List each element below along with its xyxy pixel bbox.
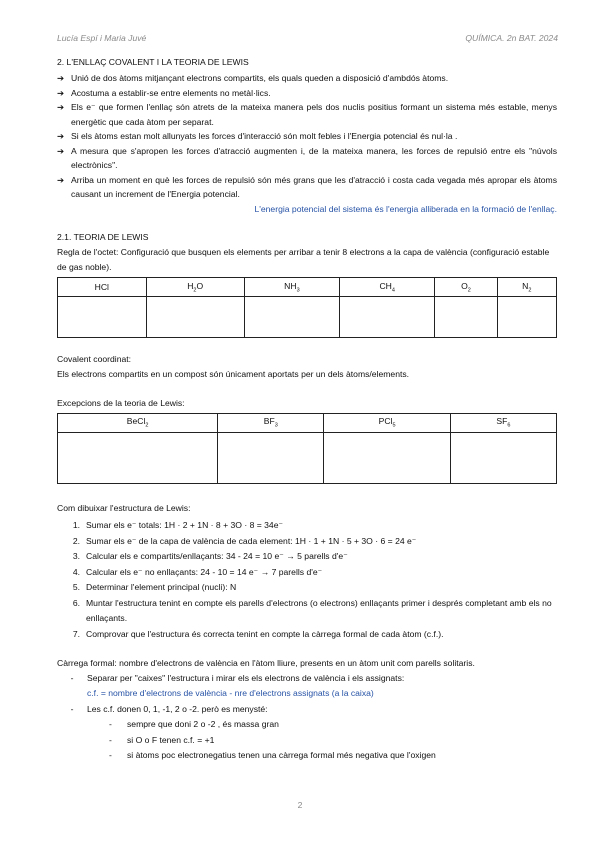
bullet-item: ➔ A mesura que s'apropen les forces d'atracció augmenten i, de la mateixa manera, les forces de repulsió entre els "núvols electrònics". [57,144,557,173]
document-body [57,56,557,764]
formula-line: c.f. = nombre d'electrons de valència - nre d'electrons assignats (a la caixa) [87,688,374,698]
bullet-item: ➔ Si els àtoms estan molt allunyats les forces d'interacció són molt febles i l'Energia potencial és nul·la . [57,129,557,144]
exceptions-table [57,413,557,484]
table-header-cell: $CH_4$ [340,278,435,297]
dash-item: - Les c.f. donen 0, 1, -1, 2 o -2. però es menysté: [70,703,268,714]
section-2-bullets [57,71,557,202]
table-header-cell: $SF_6$ [450,413,556,432]
step-item: 1. Sumar els e⁻ totals: 1H · 2 + 1N · 8 + 3O · 8 = 34e⁻ [72,520,284,530]
table-header-cell: $H_2O$ [146,278,244,297]
section-21-title: 2.1. TEORIA DE LEWIS [57,232,149,242]
table-cell [497,297,556,338]
step-item: 3. Calcular els e compartits/enllaçants: 34 - 24 = 10 e⁻ → 5 parells d'e⁻ [72,551,348,561]
table-cell [58,432,218,483]
bullet-item: ➔ Arriba un moment en què les forces de repulsió són més grans que les d'atracció i costa cada vegada més apropar els àtoms causant un increment de l'Energia potencial. [57,173,557,202]
energy-note: L'energia potencial del sistema és l'energia alliberada en la formació de l'enllaç. [254,203,557,214]
arrow-icon: ➔ [57,73,65,83]
bullet-item: ➔ Acostuma a establir-se entre elements no metàl·lics. [57,86,557,101]
table-header-cell: PCl$_5$ [324,413,450,432]
exceptions-title: Excepcions de la teoria de Lewis: [57,398,185,408]
table-cell [146,297,244,338]
table-cell [324,432,450,483]
molecules-table [57,277,557,338]
octet-rule: Regla de l'octet: Configuració que busquen els elements per arribar a tenir 8 electrons a la capa de valència (configuració estable de gas noble). [57,247,550,272]
table-header-cell: $NH_3$ [244,278,339,297]
table-cell [244,297,339,338]
arrow-icon: ➔ [57,87,65,98]
arrow-icon: ➔ [57,131,65,141]
arrow-icon: ➔ [57,145,65,156]
page-number: 2 [297,800,303,810]
dash-item: - Separar per "caixes" l'estructura i mirar els els electrons de valència i els assignats: [70,672,405,683]
step-item: 2. Sumar els e⁻ de la capa de valència de cada element: 1H · 1 + 1N · 5 + 3O · 6 = 24 e⁻ [72,535,417,546]
howto-title: Com dibuixar l'estructura de Lewis: [57,502,191,513]
bullet-item: ➔ Els e⁻ que formen l'enllaç són atrets de la mateixa manera pels dos nuclis positius formant un sistema més estable, menys energètic que cada àtom per separat. [57,100,557,129]
table-header-cell: $N_2$ [497,278,556,297]
step-item: 6. Muntar l'estructura tenint en compte els parells d'electrons (o electrons) enllaçants primer i després completant amb els no enllaçants. [72,597,552,623]
table-header-cell: $O_2$ [435,278,497,297]
step-item: 4. Calcular els e⁻ no enllaçants: 24 - 10 = 14 e⁻ → 7 parells d'e⁻ [72,566,323,577]
header-author: Lucía Espí i Maria Juvé [57,33,147,43]
step-item: 5. Determinar l'element principal (nucli): N [72,582,237,592]
table-cell [218,432,324,483]
sub-item: - si àtoms poc electronegatius tenen una càrrega formal més negativa que l'oxigen [109,750,436,760]
step-item: 7. Comprovar que l'estructura és correcta tenint en compte la càrrega formal de cada àtom (c.f.). [72,628,444,639]
table-cell [435,297,497,338]
sub-item: - sempre que doni 2 o -2 , és massa gran [109,719,279,729]
coordinate-title: Covalent coordinat: [57,354,132,364]
coordinate-text: Els electrons compartits en un compost són únicament aportats per un dels àtoms/elements. [57,368,410,379]
sub-item: - si O o F tenen c.f. = +1 [109,734,215,745]
arrow-icon: ➔ [57,174,65,185]
arrow-icon: ➔ [57,102,65,112]
table-header-cell: BeCl$_2$ [58,413,218,432]
header-course: QUÍMICA. 2n BAT. 2024 [465,33,558,43]
bullet-item: ➔ Unió de dos àtoms mitjançant electrons compartits, els quals queden a disposició d'ambdós àtoms. [57,71,557,86]
section-2-title: 2. L'ENLLAÇ COVALENT I LA TEORIA DE LEWIS [57,57,249,67]
table-cell [450,432,556,483]
table-header-cell: HCl [58,278,147,297]
table-cell [58,297,147,338]
table-cell [340,297,435,338]
table-header-cell: $BF_3$ [218,413,324,432]
steps-list [57,518,557,642]
formal-charge-title: Càrrega formal: nombre d'electrons de valència en l'àtom lliure, presents en un àtom unit com parells solitaris. [57,658,475,668]
